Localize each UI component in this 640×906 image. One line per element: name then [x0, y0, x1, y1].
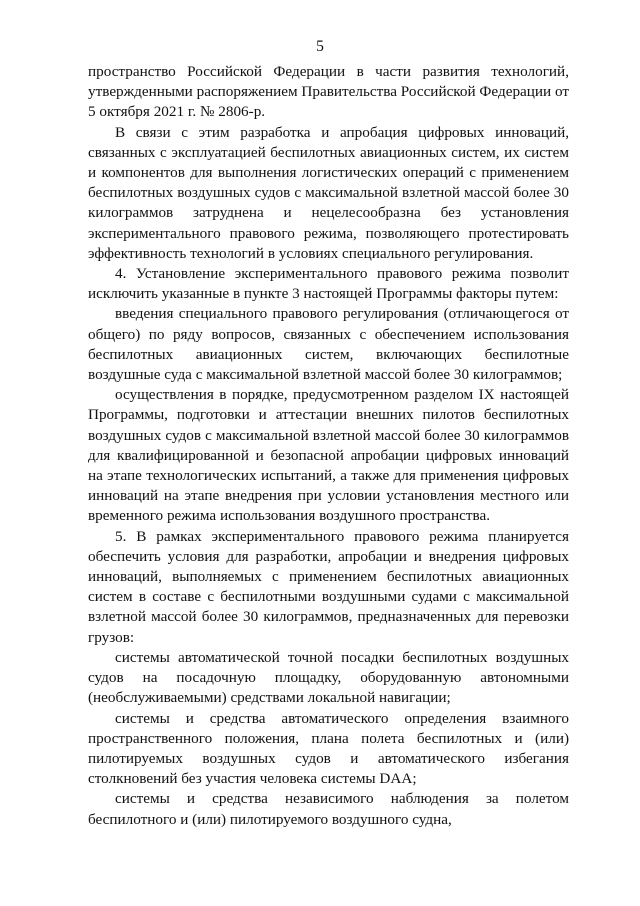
paragraph-justification: В связи с этим разработка и апробация цифровых инноваций, связанных с эксплуатацией беспилотных авиационных систем, их систем и компонентов для выполнения логистических операций с применением беспилотных воздушных судов с максимальной взлетной массой более 30 килограммов затруднена и нецелесообразна без установления экспериментального правового режима, позволяющего протестировать эффективность технологий в условиях специального регулирования. — [88, 123, 569, 262]
page-number: 5 — [316, 38, 324, 55]
paragraph-item-4: 4. Установление экспериментального правового режима позволит исключить указанные в пункте 3 настоящей Программы факторы путем: — [88, 265, 569, 303]
paragraph-item-5: 5. В рамках экспериментального правового режима планируется обеспечить условия для разработки, апробации и внедрения цифровых инноваций, выполняемых с применением беспилотных авиационных систем в составе с беспилотными воздушными судами с максимальной взлетной массой более 30 килограммов, предназначенных для перевозки грузов: — [88, 527, 569, 646]
paragraph-landing-systems: системы автоматической точной посадки беспилотных воздушных судов на посадочную площадку, оборудованную автономными (необслуживаемыми) средствами локальной навигации; — [88, 648, 569, 707]
paragraph-pilot-training: осуществления в порядке, предусмотренном разделом IX настоящей Программы, подготовки и аттестации внешних пилотов беспилотных воздушных судов с максимальной взлетной массой более 30 килограммов для квалифицированной и безопасной апробации цифровых инноваций на этапе технологических испытаний, а также для применения цифровых инноваций на этапе внедрения при условии установления местного или временного режима использования воздушного пространства. — [88, 386, 569, 525]
paragraph-monitoring-systems: системы и средства независимого наблюдения за полетом беспилотного и (или) пилотируемого воздушного судна, — [88, 790, 569, 828]
document-body — [88, 62, 569, 830]
paragraph-special-regulation: введения специального правового регулирования (отличающегося от общего) по ряду вопросов, связанных с обеспечением использования беспилотных авиационных систем, включающих беспилотные воздушные суда с максимальной взлетной массой более 30 килограммов; — [88, 305, 569, 384]
paragraph-continuation: пространство Российской Федерации в части развития технологий, утвержденными распоряжением Правительства Российской Федерации от 5 октября 2021 г. № 2806-р. — [88, 63, 569, 121]
paragraph-daa-systems: системы и средства автоматического определения взаимного пространственного положения, плана полета беспилотных и (или) пилотируемых воздушных судов и автоматического избегания столкновений без участия человека системы DAA; — [88, 709, 569, 788]
